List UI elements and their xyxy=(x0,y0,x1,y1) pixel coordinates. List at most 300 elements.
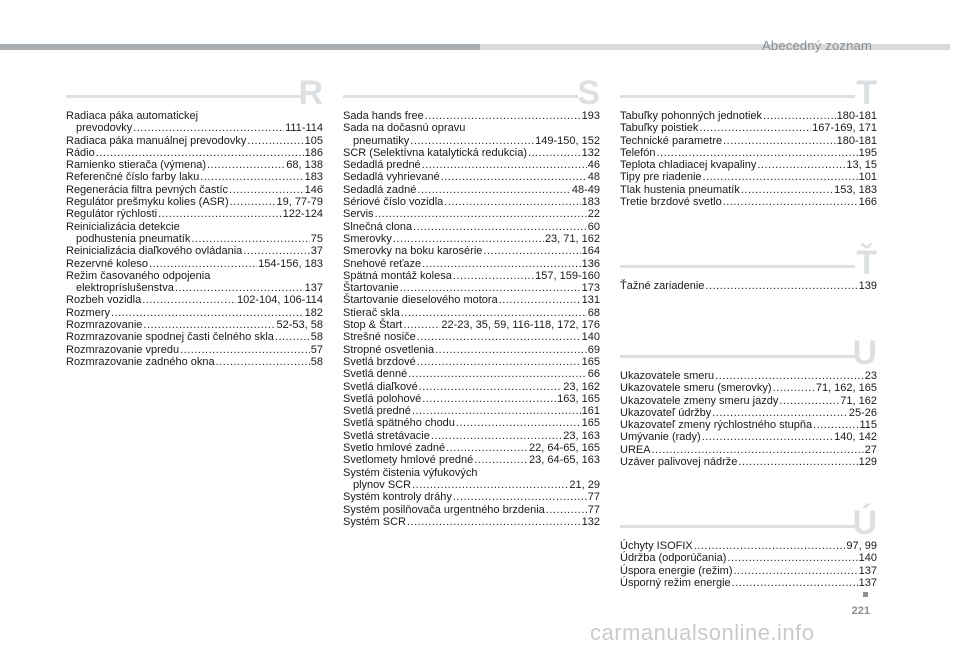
leader-dots xyxy=(441,171,587,183)
entry-pages: 136 xyxy=(581,257,600,270)
section-letter: Ť xyxy=(856,244,877,282)
entry-label: Svetlá brzdové xyxy=(343,355,416,368)
index-entry xyxy=(620,431,877,443)
entry-label: Umývanie (rady) xyxy=(620,431,701,444)
leader-dots xyxy=(422,159,587,171)
section-divider xyxy=(620,525,855,528)
index-entry xyxy=(343,331,600,343)
index-entry xyxy=(343,147,600,159)
entry-label: Ukazovateľ zmeny rýchlostného stupňa xyxy=(620,419,813,432)
index-entry xyxy=(343,479,600,491)
section-letter: U xyxy=(852,334,877,372)
index-entry xyxy=(620,184,877,196)
entry-label: Stropné osvetlenia xyxy=(343,343,435,356)
index-entry xyxy=(343,356,600,368)
leader-dots xyxy=(403,319,440,331)
entry-label: Strešné nosiče xyxy=(343,331,416,344)
index-entry xyxy=(620,370,877,382)
entry-list xyxy=(620,370,877,468)
leader-dots xyxy=(435,344,587,356)
leader-dots xyxy=(180,344,310,356)
leader-dots xyxy=(773,382,815,394)
entry-label: Teplota chladiacej kvapaliny xyxy=(620,159,757,172)
section-header xyxy=(620,504,877,542)
entry-label: Rozmrazovanie xyxy=(66,319,143,332)
leader-dots xyxy=(813,419,858,431)
section-divider xyxy=(620,265,855,268)
entry-pages: 37 xyxy=(310,245,323,258)
entry-label: Údržba (odporúčania) xyxy=(620,552,727,565)
section-header xyxy=(620,74,877,112)
entry-pages: 19, 77-79 xyxy=(276,196,323,209)
leader-dots xyxy=(474,454,528,466)
index-entry xyxy=(620,122,877,134)
leader-dots xyxy=(417,356,581,368)
index-entry xyxy=(620,280,877,292)
entry-pages: 52-53, 58 xyxy=(276,319,323,332)
entry-label: Tlak hustenia pneumatík xyxy=(620,183,740,196)
leader-dots xyxy=(456,417,581,429)
entry-label: Rozmrazovanie vpredu xyxy=(66,343,180,356)
index-entry xyxy=(620,419,877,431)
entry-label: Regenerácia filtra pevných častíc xyxy=(66,183,229,196)
leader-dots xyxy=(412,479,568,491)
leader-dots xyxy=(703,171,858,183)
entry-pages: 21, 29 xyxy=(569,478,600,491)
entry-pages: 131 xyxy=(581,294,600,307)
index-entry xyxy=(343,405,600,417)
entry-pages: 58 xyxy=(310,331,323,344)
section-letter: R xyxy=(298,74,323,112)
entry-label: Sada hands free xyxy=(343,110,424,122)
leader-dots xyxy=(413,221,587,233)
header-bar-light xyxy=(480,44,950,50)
entry-label: Režim časovaného odpojenia xyxy=(66,269,211,282)
leader-dots xyxy=(158,208,282,220)
leader-dots xyxy=(417,331,581,343)
entry-label: Tipy pre riadenie xyxy=(620,171,702,184)
index-entry xyxy=(66,294,323,306)
section-letter: S xyxy=(577,74,600,112)
entry-pages: 149-150, 152 xyxy=(535,134,600,147)
index-entry xyxy=(66,270,323,282)
entry-pages: 60 xyxy=(587,220,600,233)
index-section-t-caron xyxy=(620,244,877,292)
leader-dots xyxy=(499,294,581,306)
index-entry xyxy=(620,552,877,564)
index-entry xyxy=(343,381,600,393)
index-entry xyxy=(620,565,877,577)
entry-pages: 105 xyxy=(304,134,323,147)
section-divider xyxy=(343,95,578,98)
leader-dots xyxy=(733,565,857,577)
entry-label: Svetlá diaľkové xyxy=(343,380,418,393)
section-letter: T xyxy=(856,74,877,112)
entry-pages: 48 xyxy=(587,171,600,184)
entry-label: Stop & Štart xyxy=(343,319,403,332)
entry-label: Ukazovateľ údržby xyxy=(620,406,712,419)
section-header xyxy=(343,74,600,112)
leader-dots xyxy=(175,282,304,294)
section-header xyxy=(620,244,877,282)
entry-pages: 164 xyxy=(581,245,600,258)
entry-list xyxy=(620,540,877,589)
entry-label: Svetlá spätného chodu xyxy=(343,417,455,430)
leader-dots xyxy=(741,184,833,196)
section-header xyxy=(620,334,877,372)
index-entry xyxy=(343,208,600,220)
index-entry xyxy=(343,442,600,454)
entry-label: Sériové číslo vozidla xyxy=(343,196,444,209)
entry-label: Ukazovatele smeru (smerovky) xyxy=(620,382,772,395)
entry-pages: 71, 162, 165 xyxy=(815,382,877,395)
entry-pages: 66 xyxy=(587,368,600,381)
entry-pages: 77 xyxy=(587,491,600,504)
leader-dots xyxy=(401,307,587,319)
entry-label: Svetlá polohové xyxy=(343,392,422,405)
entry-pages: 115 xyxy=(859,419,877,432)
leader-dots xyxy=(702,431,833,443)
entry-label: Svetlomety hmlové predné xyxy=(343,454,474,467)
index-entry xyxy=(620,196,877,208)
leader-dots xyxy=(694,540,846,552)
entry-label: Slnečná clona xyxy=(343,220,413,233)
index-entry xyxy=(343,233,600,245)
leader-dots xyxy=(230,196,276,208)
entry-label: Tretie brzdové svetlo xyxy=(620,196,722,209)
index-entry xyxy=(66,344,323,356)
index-entry xyxy=(66,171,323,183)
index-entry xyxy=(343,110,600,122)
leader-dots xyxy=(732,577,858,589)
index-entry xyxy=(343,122,600,134)
entry-list xyxy=(343,110,600,528)
leader-dots xyxy=(453,491,587,503)
entry-label: Svetlá stretávacie xyxy=(343,429,430,442)
entry-pages: 22, 64-65, 165 xyxy=(529,442,600,455)
index-entry xyxy=(66,221,323,233)
entry-pages: 165 xyxy=(581,417,600,430)
index-entry xyxy=(343,196,600,208)
entry-label: Sedadlá predné xyxy=(343,159,421,172)
page-header-title: Abecedný zoznam xyxy=(762,38,872,53)
entry-pages: 68, 138 xyxy=(286,159,323,172)
leader-dots xyxy=(712,407,848,419)
leader-dots xyxy=(779,395,839,407)
entry-label: Stierač skla xyxy=(343,306,400,319)
entry-pages: 68 xyxy=(587,306,600,319)
entry-label: plynov SCR xyxy=(353,478,412,491)
header-bar-dark xyxy=(0,44,480,50)
entry-label: UREA xyxy=(620,443,651,456)
index-entry xyxy=(343,417,600,429)
index-entry xyxy=(620,444,877,456)
index-entry xyxy=(343,258,600,270)
index-entry xyxy=(343,319,600,331)
entry-pages: 183 xyxy=(581,196,600,209)
index-entry xyxy=(66,356,323,368)
entry-label: Svetlo hmlové zadné xyxy=(343,442,446,455)
index-entry xyxy=(66,282,323,294)
index-entry xyxy=(343,307,600,319)
index-entry xyxy=(343,184,600,196)
entry-pages: 22 xyxy=(587,208,600,221)
entry-pages: 180-181 xyxy=(836,134,877,147)
entry-label: Úchyty ISOFIX xyxy=(620,540,693,552)
page-number: 221 xyxy=(851,605,870,617)
entry-label: Systém posilňovača urgentného brzdenia xyxy=(343,503,545,516)
leader-dots xyxy=(191,233,309,245)
entry-pages: 161 xyxy=(581,405,600,418)
leader-dots xyxy=(111,307,304,319)
leader-dots xyxy=(207,159,285,171)
entry-pages: 22-23, 35, 59, 116-118, 172, 176 xyxy=(441,319,600,332)
entry-pages: 195 xyxy=(858,146,877,159)
index-entry xyxy=(343,245,600,257)
entry-pages: 137 xyxy=(858,564,877,577)
entry-label: Úsporný režim energie xyxy=(620,576,731,589)
index-entry xyxy=(66,135,323,147)
entry-pages: 173 xyxy=(581,282,600,295)
leader-dots xyxy=(705,280,857,292)
entry-label: Telefón xyxy=(620,146,656,159)
index-entry xyxy=(66,122,323,134)
entry-pages: 71, 162 xyxy=(840,394,877,407)
leader-dots xyxy=(243,245,309,257)
entry-label: Snehové reťaze xyxy=(343,257,422,270)
entry-label: Spätná montáž kolesa xyxy=(343,269,452,282)
entry-pages: 153, 183 xyxy=(834,183,877,196)
index-entry xyxy=(66,159,323,171)
entry-label: Sedadlá zadné xyxy=(343,183,417,196)
leader-dots xyxy=(483,245,580,257)
index-entry xyxy=(66,147,323,159)
entry-label: Systém kontroly dráhy xyxy=(343,491,452,504)
index-section-u-acute xyxy=(620,504,877,589)
entry-pages: 69 xyxy=(587,343,600,356)
leader-dots xyxy=(407,516,581,528)
leader-dots xyxy=(727,552,857,564)
entry-label: Sada na dočasnú opravu xyxy=(343,122,466,135)
entry-pages: 180-181 xyxy=(836,110,877,122)
index-section-r xyxy=(66,74,323,368)
entry-pages: 102-104, 106-114 xyxy=(236,294,323,307)
leader-dots xyxy=(143,319,275,331)
leader-dots xyxy=(453,270,534,282)
entry-label: Rozmery xyxy=(66,306,111,319)
entry-label: Rozbeh vozidla xyxy=(66,294,142,307)
leader-dots xyxy=(444,196,580,208)
index-entry xyxy=(66,233,323,245)
entry-label: Štartovanie xyxy=(343,282,399,295)
entry-pages: 46 xyxy=(587,159,600,172)
entry-label: Ukazovatele smeru xyxy=(620,370,715,382)
leader-dots xyxy=(763,110,836,122)
leader-dots xyxy=(408,368,587,380)
index-entry xyxy=(343,344,600,356)
index-entry xyxy=(343,159,600,171)
entry-label: Štartovanie dieselového motora xyxy=(343,294,498,307)
entry-label: Reinicializácia detekcie xyxy=(66,220,180,233)
section-end-marker xyxy=(863,592,868,597)
entry-label: Sedadlá vyhrievané xyxy=(343,171,440,184)
entry-pages: 27 xyxy=(864,443,877,456)
leader-dots xyxy=(723,196,858,208)
entry-pages: 25-26 xyxy=(848,406,877,419)
entry-pages: 146 xyxy=(304,183,323,196)
watermark-text: carmanualsonline.info xyxy=(590,620,815,645)
section-header xyxy=(66,74,323,112)
entry-list xyxy=(66,110,323,368)
index-entry xyxy=(343,516,600,528)
leader-dots xyxy=(412,405,581,417)
entry-pages: 157, 159-160 xyxy=(535,269,600,282)
entry-pages: 23, 162 xyxy=(563,380,600,393)
index-entry xyxy=(343,171,600,183)
section-letter: Ú xyxy=(852,504,877,542)
index-section-s xyxy=(343,74,600,528)
entry-pages: 13, 15 xyxy=(846,159,877,172)
entry-label: Svetlá predné xyxy=(343,405,411,418)
entry-pages: 122-124 xyxy=(282,208,323,221)
entry-pages: 140 xyxy=(581,331,600,344)
index-section-u xyxy=(620,334,877,469)
entry-label: Tabuľky pohonných jednotiek xyxy=(620,110,763,122)
entry-label: Smerovky na boku karosérie xyxy=(343,245,483,258)
index-entry xyxy=(66,331,323,343)
entry-label: Úspora energie (režim) xyxy=(620,564,733,577)
leader-dots xyxy=(699,122,811,134)
entry-pages: 163, 165 xyxy=(557,392,600,405)
index-entry xyxy=(620,456,877,468)
index-entry xyxy=(620,395,877,407)
entry-pages: 97, 99 xyxy=(846,540,877,552)
entry-label: Rádio xyxy=(66,146,95,159)
entry-label: Ťažné zariadenie xyxy=(620,280,705,292)
entry-label: Uzáver palivovej nádrže xyxy=(620,456,738,469)
entry-pages: 58 xyxy=(310,355,323,368)
entry-pages: 167-169, 171 xyxy=(812,122,877,135)
leader-dots xyxy=(419,381,563,393)
leader-dots xyxy=(393,233,544,245)
entry-pages: 75 xyxy=(310,232,323,245)
entry-pages: 139 xyxy=(858,280,877,292)
entry-pages: 137 xyxy=(858,576,877,589)
leader-dots xyxy=(149,258,257,270)
index-entry xyxy=(620,540,877,552)
index-entry xyxy=(343,221,600,233)
leader-dots xyxy=(431,430,562,442)
index-entry xyxy=(343,504,600,516)
entry-label: Rozmrazovanie zadného okna xyxy=(66,355,215,368)
entry-pages: 129 xyxy=(858,456,877,469)
index-entry xyxy=(343,454,600,466)
leader-dots xyxy=(422,258,581,270)
index-entry xyxy=(66,196,323,208)
entry-pages: 48-49 xyxy=(571,183,600,196)
entry-label: Regulátor prešmyku kolies (ASR) xyxy=(66,196,229,209)
index-entry xyxy=(343,393,600,405)
entry-pages: 23, 163 xyxy=(563,429,600,442)
entry-pages: 137 xyxy=(304,282,323,295)
index-entry xyxy=(343,491,600,503)
entry-label: Referenčné číslo farby laku xyxy=(66,171,200,184)
entry-pages: 165 xyxy=(581,355,600,368)
entry-pages: 132 xyxy=(581,515,600,528)
leader-dots xyxy=(142,294,236,306)
entry-label: prevodovky xyxy=(76,122,133,135)
index-entry xyxy=(620,577,877,589)
entry-label: Radiaca páka manuálnej prevodovky xyxy=(66,134,247,147)
index-entry xyxy=(620,382,877,394)
entry-pages: 140, 142 xyxy=(834,431,877,444)
leader-dots xyxy=(528,147,581,159)
leader-dots xyxy=(133,122,284,134)
entry-pages: 166 xyxy=(858,196,877,209)
leader-dots xyxy=(723,135,836,147)
entry-label: Rezervné koleso xyxy=(66,257,148,270)
entry-label: SCR (Selektívna katalytická redukcia) xyxy=(343,146,528,159)
section-divider xyxy=(620,355,855,358)
leader-dots xyxy=(715,370,864,382)
entry-pages: 23, 64-65, 163 xyxy=(529,454,600,467)
leader-dots xyxy=(652,444,864,456)
entry-label: Svetlá denné xyxy=(343,368,408,381)
entry-list xyxy=(620,280,877,292)
index-entry xyxy=(66,319,323,331)
entry-label: elektropríslušenstva xyxy=(76,282,174,295)
entry-pages: 57 xyxy=(310,343,323,356)
leader-dots xyxy=(400,282,581,294)
entry-label: podhustenia pneumatík xyxy=(76,232,191,245)
entry-label: Reinicializácia diaľkového ovládania xyxy=(66,245,243,258)
entry-pages: 140 xyxy=(858,552,877,565)
index-entry xyxy=(620,407,877,419)
entry-label: Ramienko stierača (výmena) xyxy=(66,159,206,172)
index-entry xyxy=(343,294,600,306)
leader-dots xyxy=(422,393,556,405)
entry-label: Rozmrazovanie spodnej časti čelného skla xyxy=(66,331,274,344)
entry-label: pneumatiky xyxy=(353,134,410,147)
index-entry xyxy=(620,171,877,183)
entry-label: Tabuľky poistiek xyxy=(620,122,699,135)
index-entry xyxy=(66,307,323,319)
leader-dots xyxy=(417,184,570,196)
entry-label: Technické parametre xyxy=(620,134,723,147)
entry-label: Regulátor rýchlosti xyxy=(66,208,158,221)
leader-dots xyxy=(375,208,587,220)
index-entry xyxy=(66,245,323,257)
index-entry xyxy=(343,270,600,282)
index-entry xyxy=(343,368,600,380)
leader-dots xyxy=(446,442,528,454)
leader-dots xyxy=(425,110,581,122)
entry-label: Radiaca páka automatickej xyxy=(66,110,199,122)
entry-pages: 111-114 xyxy=(285,122,323,135)
section-divider xyxy=(620,95,855,98)
leader-dots xyxy=(229,184,304,196)
index-entry xyxy=(343,135,600,147)
index-entry xyxy=(620,159,877,171)
entry-pages: 101 xyxy=(858,171,877,184)
leader-dots xyxy=(216,356,310,368)
entry-pages: 193 xyxy=(581,110,600,122)
leader-dots xyxy=(200,171,303,183)
entry-label: Ukazovatele zmeny smeru jazdy xyxy=(620,394,779,407)
leader-dots xyxy=(738,456,857,468)
index-entry xyxy=(343,282,600,294)
leader-dots xyxy=(757,159,845,171)
